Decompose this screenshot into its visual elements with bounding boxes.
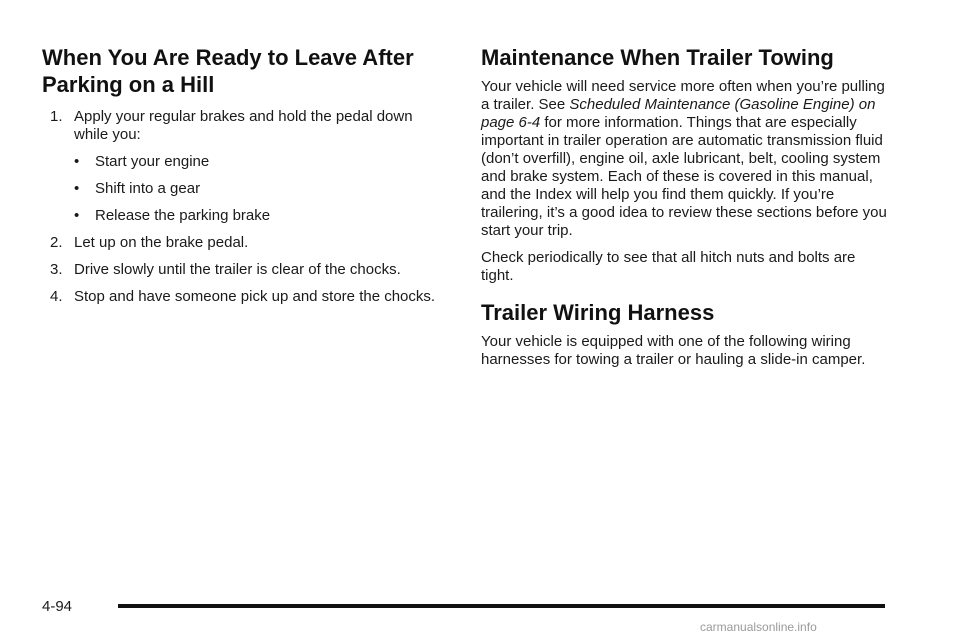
step-text: Let up on the brake pedal. bbox=[74, 234, 249, 251]
maintenance-text-start: Your vehicle will need service more often when you’re pulling a trailer. See bbox=[481, 78, 885, 113]
left-column bbox=[42, 44, 450, 315]
wiring-paragraph: Your vehicle is equipped with one of the following wiring harnesses for towing a trailer or hauling a slide-in camper. bbox=[481, 333, 866, 368]
step-number: 4. bbox=[50, 288, 63, 305]
step-text: Stop and have someone pick up and store the chocks. bbox=[74, 288, 436, 305]
right-column bbox=[481, 44, 891, 369]
step-number: 2. bbox=[50, 234, 63, 251]
bullet-text: Release the parking brake bbox=[95, 207, 271, 224]
bullet-icon: • bbox=[74, 207, 80, 224]
step-item bbox=[42, 261, 450, 279]
step-text: Drive slowly until the trailer is clear of the chocks. bbox=[74, 261, 401, 278]
section-heading-leave-hill: When You Are Ready to Leave After Parking on a Hill bbox=[42, 45, 414, 97]
steps-list bbox=[42, 108, 450, 306]
bullet-icon: • bbox=[74, 180, 80, 197]
step-number: 3. bbox=[50, 261, 63, 278]
sub-bullet-list bbox=[74, 153, 450, 225]
page-number: 4-94 bbox=[42, 598, 73, 615]
step-item bbox=[42, 288, 450, 306]
section-heading-wiring-harness: Trailer Wiring Harness bbox=[481, 300, 715, 325]
bullet-text: Start your engine bbox=[95, 153, 210, 170]
maintenance-text-end: for more information. Things that are especially important in trailer operation are automatic transmission fluid (don’t overfill), engine oil, axle lubricant, belt, cooling system and brake system. Each of these is covered in this manual, and the Index will help you find them quickly. If you’re trailering, it’s a good idea to review these sections before you start your trip. bbox=[481, 114, 887, 239]
footer-divider bbox=[118, 604, 885, 608]
step-item bbox=[42, 108, 450, 225]
bullet-icon: • bbox=[74, 153, 80, 170]
section-heading-maintenance: Maintenance When Trailer Towing bbox=[481, 45, 834, 70]
step-item bbox=[42, 234, 450, 252]
maintenance-paragraph bbox=[481, 78, 891, 240]
watermark-text: carmanualsonline.info bbox=[700, 620, 817, 634]
bullet-item bbox=[74, 207, 450, 225]
cross-reference-link[interactable]: Scheduled Maintenance (Gasoline Engine) on page 6-4 bbox=[481, 96, 876, 131]
bullet-item bbox=[74, 153, 450, 171]
bullet-item bbox=[74, 180, 450, 198]
step-number: 1. bbox=[50, 108, 63, 125]
step-text: Apply your regular brakes and hold the pedal down while you: bbox=[74, 108, 413, 143]
hitch-check-paragraph: Check periodically to see that all hitch nuts and bolts are tight. bbox=[481, 249, 856, 284]
bullet-text: Shift into a gear bbox=[95, 180, 201, 197]
